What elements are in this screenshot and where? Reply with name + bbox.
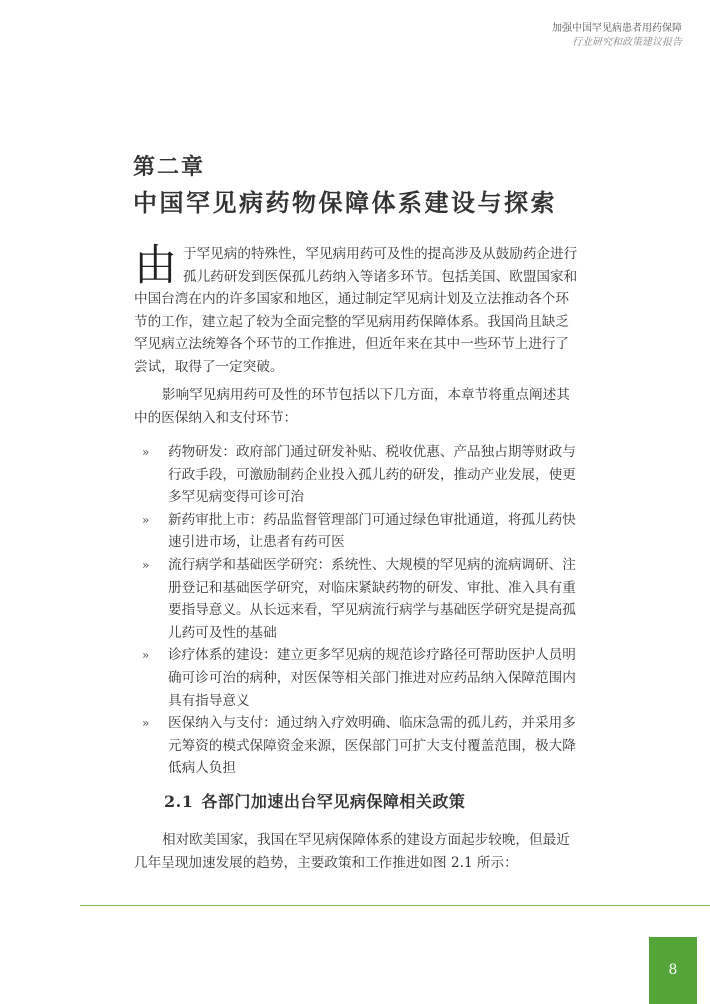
running-header-subtitle: 行业研究和政策建议报告 (572, 37, 682, 48)
overview-paragraph: 影响罕见病用药可及性的环节包括以下几方面，本章节将重点阐述其中的医保纳入和支付环节： (134, 387, 570, 426)
chapter-title: 中国罕见病药物保障体系建设与探索 (133, 188, 557, 217)
list-item (134, 509, 578, 554)
bullet-list (134, 441, 578, 780)
section-number: 2.1 (164, 792, 194, 811)
list-item (134, 554, 578, 644)
list-item-text: 药物研发：政府部门通过研发补贴、税收优惠、产品独占期等财政与行政手段，可激励制药企业投入孤儿药的研发，推动产业发展，使更多罕见病变得可诊可治 (168, 444, 576, 506)
running-header-title: 加强中国罕见病患者用药保障 (552, 23, 682, 34)
intro-text: 于罕见病的特殊性，罕见病用药可及性的提高涉及从鼓励药企进行孤儿药研发到医保孤儿药纳入等诸多环节。包括美国、欧盟国家和中国台湾在内的许多国家和地区，通过制定罕见病计划及立法推动各个环节的工作，建立起了较为全面完整的罕见病用药保障体系。我国尚且缺乏罕见病立法统筹各个环节的工作推进，但近年来在其中一些环节上进行了尝试，取得了一定突破。 (134, 246, 578, 375)
list-item-text: 新药审批上市：药品监督管理部门可通过绿色审批通道，将孤儿药快速引进市场，让患者有药可医 (168, 511, 576, 551)
section-heading (164, 790, 465, 814)
list-item (134, 712, 578, 780)
list-item-text: 医保纳入与支付：通过纳入疗效明确、临床急需的孤儿药，并采用多元筹资的模式保障资金来源，医保部门可扩大支付覆盖范围，极大降低病人负担 (168, 715, 576, 777)
intro-paragraph (134, 243, 578, 379)
footer-divider (80, 905, 710, 906)
list-item (134, 644, 578, 712)
running-header (552, 22, 682, 50)
chapter-label: 第二章 (133, 154, 206, 180)
drop-cap: 由 (134, 241, 177, 291)
list-item-text: 流行病学和基础医学研究：系统性、大规模的罕见病的流病调研、注册登记和基础医学研究，对临床紧缺药物的研发、审批、准入具有重要指导意义。从长远来看，罕见病流行病学与基础医学研究是提高孤儿药可及性的基础 (168, 556, 576, 641)
section-paragraph: 相对欧美国家，我国在罕见病保障体系的建设方面起步较晚，但最近几年呈现加速发展的趋势，主要政策和工作推进如图 2.1 所示： (134, 832, 570, 871)
list-item-text: 诊疗体系的建设：建立更多罕见病的规范诊疗路径可帮助医护人员明确可诊可治的病种，对医保等相关部门推进对应药品纳入保障范围内具有指导意义 (168, 647, 576, 709)
page-number: 8 (649, 937, 697, 1004)
bullet-marker: » (142, 512, 150, 527)
bullet-marker: » (142, 445, 150, 459)
bullet-marker: » (142, 648, 150, 663)
section-title: 各部门加速出台罕见病保障相关政策 (201, 792, 466, 811)
bullet-marker: » (142, 716, 150, 731)
list-item (134, 441, 578, 509)
bullet-marker: » (142, 557, 150, 572)
